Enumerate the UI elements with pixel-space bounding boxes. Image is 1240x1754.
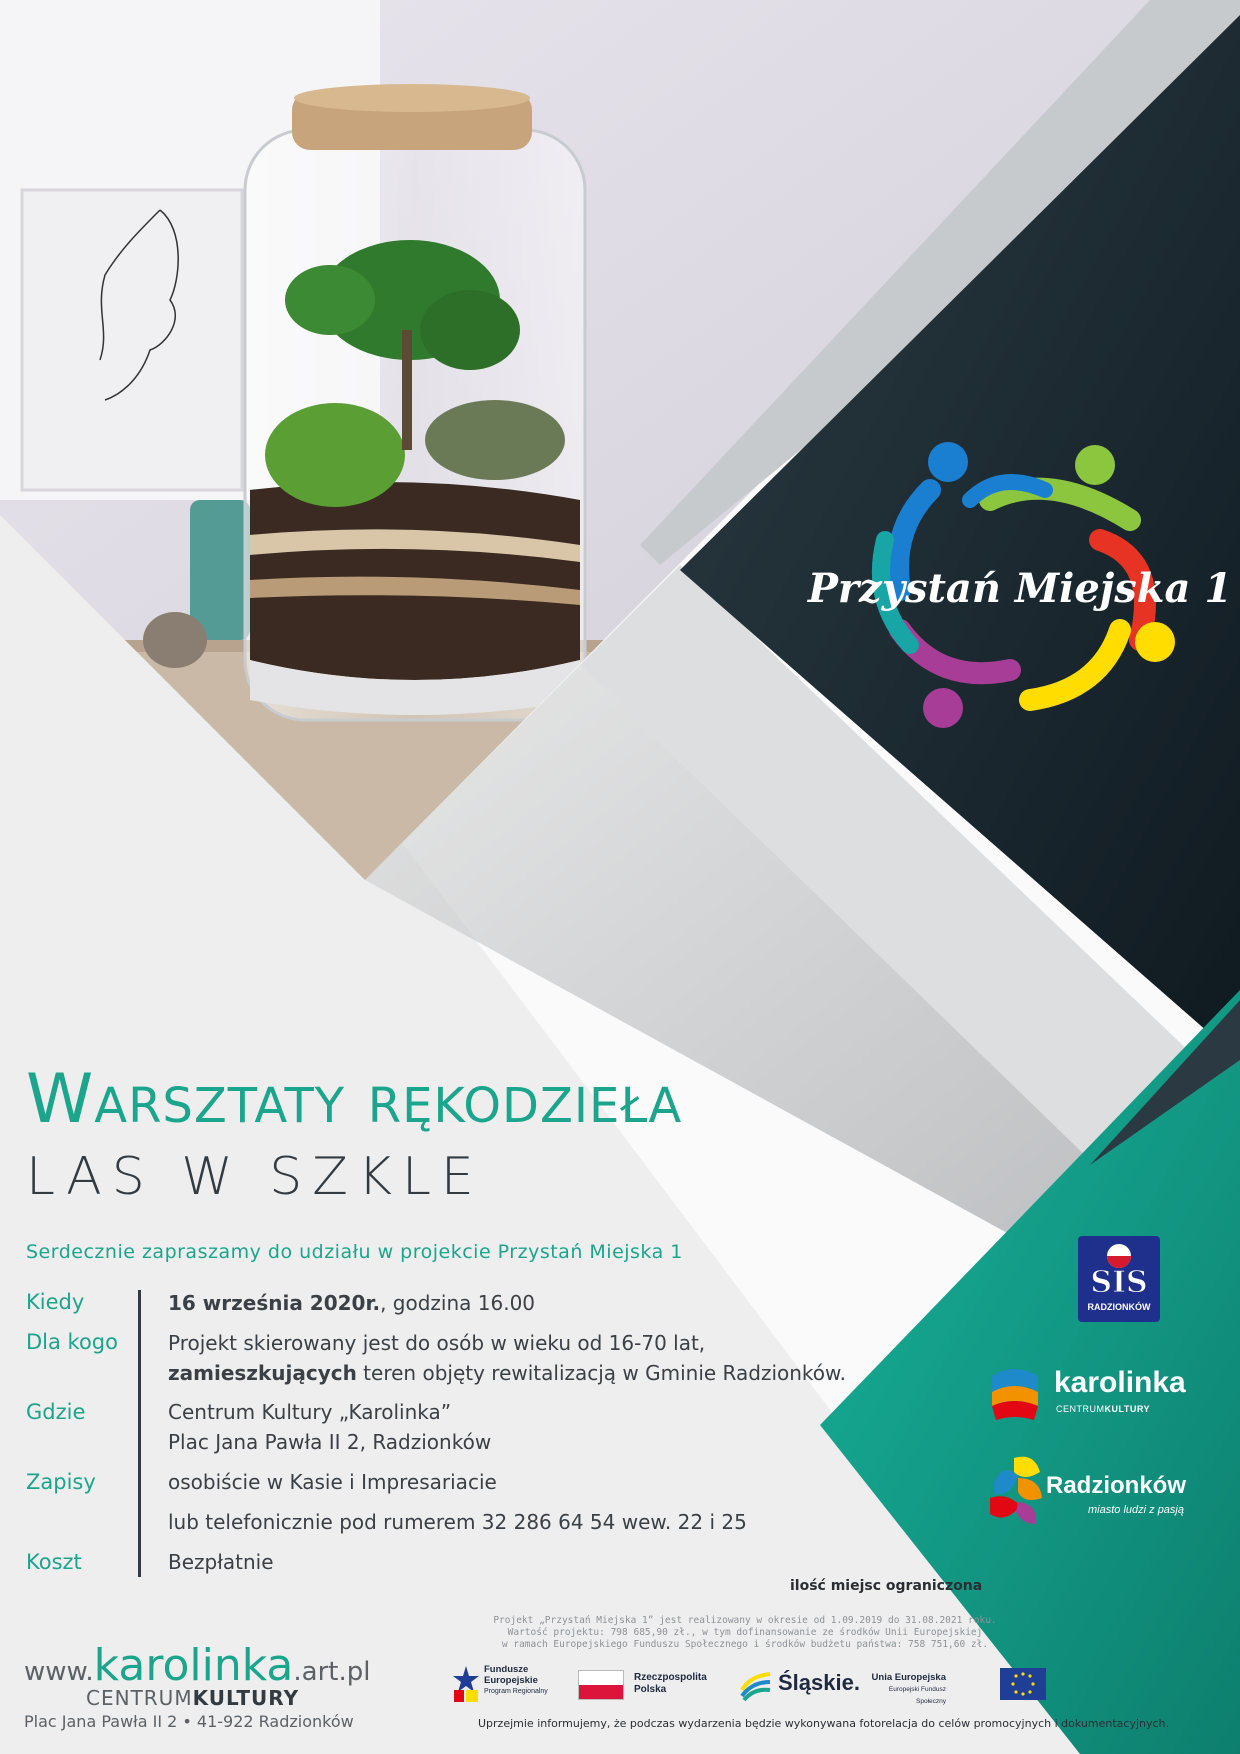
label-for-whom: Dla kogo — [26, 1330, 118, 1354]
fineprint-line2: Wartość projektu: 798 685,90 zł., w tym dofinansowanie ze środków Unii Europejskiej — [507, 1627, 983, 1638]
value-where-line2: Plac Jana Pawła II 2, Radzionków — [168, 1430, 492, 1454]
radzionkow-logo-text: Radzionków — [1046, 1472, 1187, 1499]
przystan-logo — [807, 430, 1233, 740]
slaskie-logo-text: Śląskie. — [778, 1670, 860, 1695]
radzionkow-emblem-icon — [984, 1452, 1048, 1532]
logo-dot-green — [1075, 445, 1115, 485]
sis-logo — [1078, 1236, 1160, 1322]
fundusze-line3: Program Regionalny — [484, 1688, 548, 1695]
value-for-whom-bold: zamieszkujących — [168, 1361, 357, 1385]
svg-text:SIS: SIS — [1090, 1265, 1148, 1300]
logo-dot-yellow — [1135, 622, 1175, 662]
value-for-whom — [168, 1328, 846, 1388]
karolinka-logo-sub2: KULTURY — [1104, 1404, 1150, 1414]
fineprint-line3: w ramach Europejskiego Funduszu Społecznego i środków budżetu państwa: 758 751,60 zł. — [501, 1639, 989, 1650]
radzionkow-slogan: miasto ludzi z pasją — [1088, 1504, 1184, 1516]
sis-caption: RADZIONKÓW — [1087, 1302, 1151, 1312]
fineprint-line1: Projekt „Przystań Miejska 1” jest realizowany w okresie od 1.09.2019 do 31.08.2021 roku. — [493, 1615, 997, 1626]
invitation-text: Serdecznie zapraszamy do udziału w projekcie Przystań Miejska 1 — [26, 1241, 683, 1263]
value-where — [168, 1397, 491, 1457]
value-where-line1: Centrum Kultury „Karolinka” — [168, 1400, 452, 1424]
details-divider — [138, 1290, 141, 1577]
centrum-text: CENTRUM — [86, 1686, 193, 1710]
value-signup-line1: osobiście w Kasie i Impresariacie — [168, 1470, 497, 1494]
value-when-time: , godzina 16.00 — [380, 1291, 536, 1315]
karolinka-logo-sub — [1056, 1404, 1150, 1414]
workshop-title: Warsztaty rękodzieła — [26, 1060, 683, 1139]
slaskie-waves-icon — [740, 1670, 772, 1700]
radzionkow-logo — [984, 1452, 1214, 1532]
eu-flag-icon — [1000, 1668, 1046, 1700]
value-for-whom-line2 — [168, 1358, 846, 1388]
photo-notice: Uprzejmie informujemy, że podczas wydarzenia będzie wykonywana fotorelacja do celów promocyjnych i dokumentacyjnych. — [478, 1717, 1170, 1730]
value-for-whom-rest: teren objęty rewitalizacją w Gminie Radzionków. — [356, 1361, 846, 1385]
project-fineprint — [470, 1615, 1020, 1651]
label-when: Kiedy — [26, 1290, 85, 1314]
rp-line1: Rzeczpospolita — [634, 1672, 707, 1683]
centrum-kultury-label — [86, 1686, 299, 1710]
limited-seats-note: ilość miejsc ograniczona — [790, 1578, 983, 1594]
www-prefix: www. — [24, 1657, 94, 1687]
workshop-subtitle: LAS W SZKLE — [26, 1147, 484, 1207]
label-cost: Koszt — [26, 1550, 82, 1574]
ue-line1: Unia Europejska — [871, 1672, 946, 1683]
eu-logo-text — [862, 1672, 946, 1708]
kultury-text: KULTURY — [192, 1686, 300, 1710]
logo-dot-purple — [923, 688, 963, 728]
fundusze-star-icon — [452, 1664, 480, 1704]
karolinka-logo — [984, 1362, 1214, 1424]
value-signup-line2: lub telefonicznie pod rumerem 32 286 64 54 wew. 22 i 25 — [168, 1510, 747, 1534]
label-signup: Zapisy — [26, 1470, 96, 1494]
sis-emblem-icon — [1078, 1236, 1160, 1298]
ue-line2: Europejski Fundusz Społeczny — [888, 1686, 946, 1705]
rzeczpospolita-logo-text — [634, 1672, 707, 1696]
logo-dot-blue — [928, 442, 968, 482]
karolinka-logo-text: karolinka — [1054, 1366, 1186, 1399]
www-suffix: .art.pl — [293, 1657, 371, 1687]
logo-text: Przystań Miejska 1 — [807, 565, 1233, 612]
value-when — [168, 1288, 535, 1318]
fundusze-logo-text — [484, 1664, 548, 1697]
value-cost: Bezpłatnie — [168, 1550, 274, 1574]
www-domain: karolinka — [93, 1640, 294, 1691]
karolinka-logo-sub1: CENTRUM — [1056, 1404, 1105, 1414]
eu-logo-strip — [452, 1664, 1052, 1704]
value-when-date: 16 września 2020r. — [168, 1291, 381, 1315]
value-for-whom-line1: Projekt skierowany jest do osób w wieku od 16-70 lat, — [168, 1331, 706, 1355]
polish-flag-icon — [578, 1670, 624, 1700]
label-where: Gdzie — [26, 1400, 86, 1424]
karolinka-emblem-icon — [984, 1362, 1046, 1424]
fundusze-line2: Europejskie — [484, 1675, 538, 1686]
rp-line2: Polska — [634, 1684, 667, 1695]
footer-address: Plac Jana Pawła II 2 • 41-922 Radzionków — [24, 1712, 354, 1731]
fundusze-line1: Fundusze — [484, 1664, 529, 1675]
